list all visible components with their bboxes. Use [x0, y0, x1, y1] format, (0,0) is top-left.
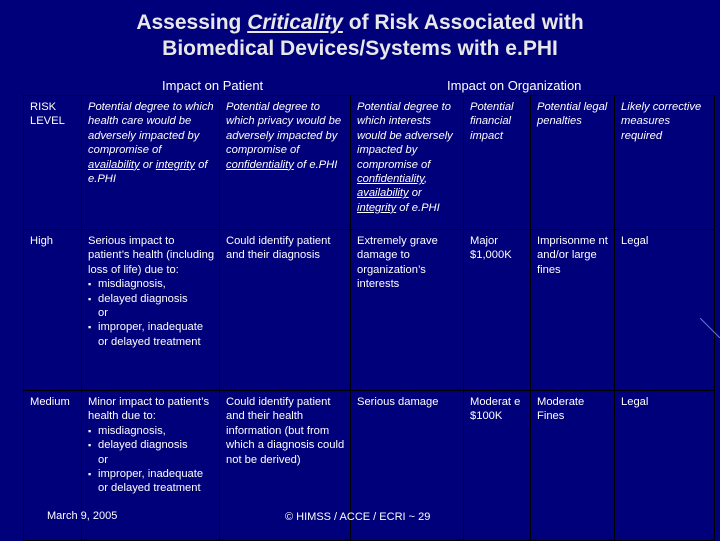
- risk-level-medium: Medium: [24, 391, 82, 541]
- list-item: ▪ delayed diagnosis: [88, 438, 215, 452]
- financial-medium: Moderat e $100K: [464, 391, 531, 541]
- list-item: ▪ misdiagnosis,: [88, 277, 215, 291]
- org-interests-header: [351, 96, 464, 230]
- footer-date: March 9, 2005: [47, 510, 118, 522]
- underlined-term: availability: [357, 187, 409, 200]
- risk-level-header: RISK LEVEL: [24, 96, 82, 230]
- title-text: of Risk Associated with: [342, 11, 584, 34]
- cell-text: of e.PHI: [293, 158, 338, 171]
- table-header-row: [24, 96, 715, 230]
- title-line-2: Biomedical Devices/Systems with e.PHI: [162, 37, 558, 60]
- underlined-term: confidentiality: [226, 158, 294, 171]
- corrective-measures-header: Likely corrective measures required: [615, 96, 715, 230]
- cell-text: or: [139, 158, 156, 171]
- underlined-term: availability: [88, 158, 140, 171]
- patient-impact-lead: Serious impact to patient’s health (including loss of life) due to:: [88, 235, 215, 276]
- underlined-term: integrity: [155, 158, 195, 171]
- confidentiality-high: Could identify patient and their diagnosis: [220, 230, 351, 391]
- avail-integrity-header: [82, 96, 220, 230]
- title-text: Assessing: [136, 11, 248, 34]
- impact-bullet-list: [88, 320, 215, 349]
- underlined-term: confidentiality: [357, 173, 424, 186]
- table-row-high: [24, 230, 715, 391]
- confidentiality-header: [220, 96, 351, 230]
- list-item: ▪ delayed diagnosis: [88, 292, 215, 306]
- decorative-line: [700, 318, 720, 338]
- list-item: ▪ misdiagnosis,: [88, 424, 215, 438]
- impact-bullet-list: [88, 467, 215, 496]
- confidentiality-medium: Could identify patient and their health information (but from which a diagnosis could not be derived): [220, 391, 351, 541]
- cell-text: of e.PHI: [396, 201, 440, 214]
- risk-level-high: High: [24, 230, 82, 391]
- impact-on-organization-header: Impact on Organization: [447, 78, 582, 93]
- cell-text: ,: [423, 173, 428, 186]
- legal-high: Imprisonme nt and/or large fines: [531, 230, 615, 391]
- impact-on-patient-header: Impact on Patient: [162, 78, 264, 93]
- cell-text: Potential degree to which privacy would be adversely impacted by compromise of: [226, 101, 342, 157]
- financial-high: Major $1,000K: [464, 230, 531, 391]
- legal-penalties-header: Potential legal penalties: [531, 96, 615, 230]
- org-impact-high: Extremely grave damage to organization’s interests: [351, 230, 464, 391]
- underlined-term: integrity: [357, 201, 397, 214]
- cell-text: of e.PHI: [88, 158, 208, 186]
- or-text: or: [98, 307, 108, 320]
- impact-bullet-list: [88, 424, 215, 453]
- corrective-high: Legal: [615, 230, 715, 391]
- org-impact-medium: Serious damage: [351, 391, 464, 541]
- cell-text: Potential degree to which health care would be adversely impacted by compromise of: [88, 101, 214, 157]
- patient-impact-high: [82, 230, 220, 391]
- list-item: ▪ improper, inadequate or delayed treatment: [88, 467, 215, 496]
- cell-text: or: [408, 187, 422, 200]
- legal-medium: Moderate Fines: [531, 391, 615, 541]
- footer-copyright: © HIMSS / ACCE / ECRI ~ 29: [285, 511, 431, 523]
- cell-text: Potential degree to which interests would be adversely impacted by compromise of: [357, 101, 453, 171]
- title-line-1: [0, 10, 720, 36]
- corrective-medium: Legal: [615, 391, 715, 541]
- list-item: ▪ improper, inadequate or delayed treatment: [88, 320, 215, 349]
- title-emphasis: Criticality: [247, 11, 343, 34]
- risk-criticality-table: [23, 95, 715, 541]
- impact-bullet-list: [88, 277, 215, 306]
- or-text: or: [98, 453, 108, 466]
- patient-impact-lead: Minor impact to patient’s health due to:: [88, 396, 210, 423]
- financial-impact-header: Potential financial impact: [464, 96, 531, 230]
- slide-title: [0, 10, 720, 62]
